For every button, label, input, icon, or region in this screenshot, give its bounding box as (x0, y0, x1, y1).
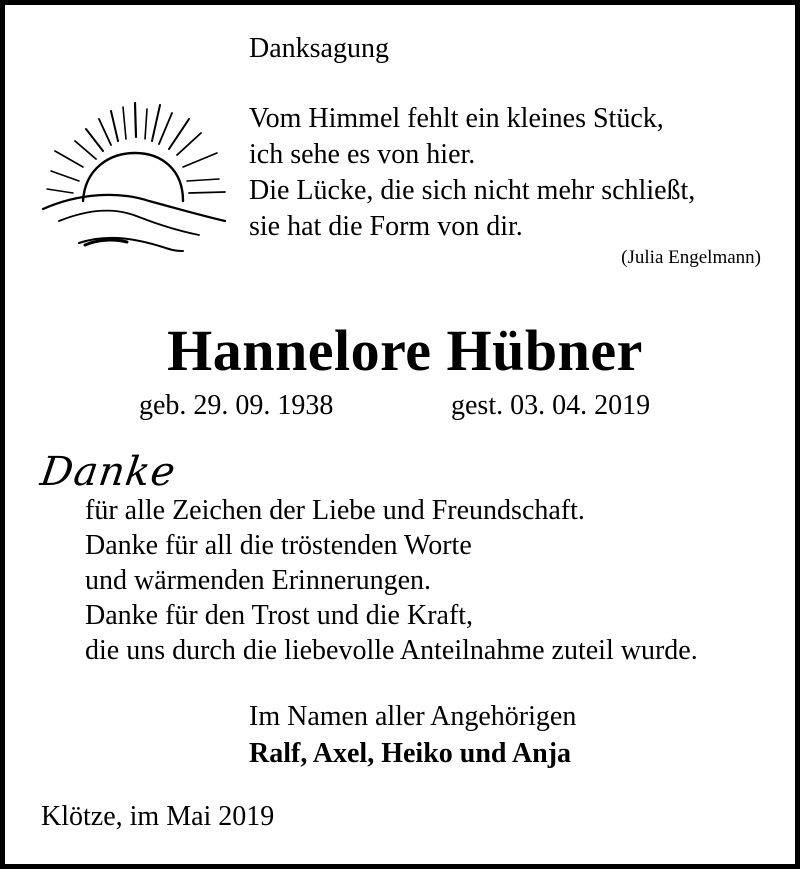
deceased-name: Hannelore Hübner (167, 318, 643, 383)
poem-author: (Julia Engelmann) (621, 247, 761, 268)
thanks-line: und wärmenden Erinnerungen. (85, 565, 431, 596)
page-title: Danksagung (249, 33, 389, 64)
poem (249, 101, 695, 245)
place-date: Klötze, im Mai 2019 (41, 801, 275, 832)
poem-line: Vom Himmel fehlt ein kleines Stück, (249, 103, 664, 134)
family-names: Ralf, Axel, Heiko und Anja (249, 738, 572, 769)
poem-line: ich sehe es von hier. (249, 139, 476, 170)
thanks-line: für alle Zeichen der Liebe und Freundschaft. (85, 495, 585, 526)
poem-line: Die Lücke, die sich nicht mehr schließt, (249, 175, 696, 206)
thanks-line: die uns durch die liebevolle Anteilnahme zuteil wurde. (85, 635, 698, 666)
poem-line: sie hat die Form von dir. (249, 211, 523, 242)
family-intro: Im Namen aller Angehörigen (249, 701, 577, 732)
thanks-line: Danke für all die tröstenden Worte (85, 530, 472, 561)
sunset-over-hills-icon (39, 97, 229, 257)
thanks-line: Danke für den Trost und die Kraft, (85, 600, 474, 631)
death-date: gest. 03. 04. 2019 (451, 390, 651, 421)
thanks-script-heading: Danke (37, 449, 179, 495)
thanks-text (85, 493, 698, 668)
birth-date: geb. 29. 09. 1938 (139, 390, 334, 421)
